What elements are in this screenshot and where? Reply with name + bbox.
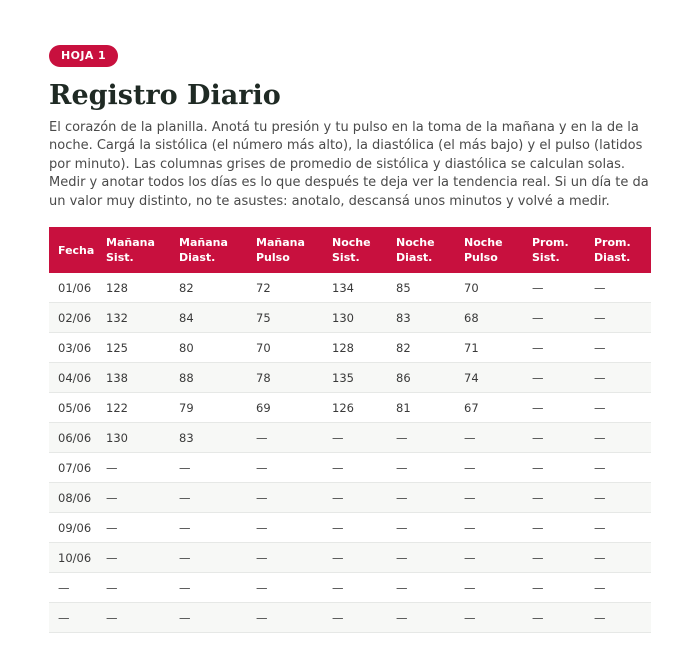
value-cell[interactable]: 84 (170, 303, 247, 333)
value-cell[interactable]: — (170, 483, 247, 513)
value-cell[interactable]: — (455, 423, 523, 453)
value-cell[interactable]: — (247, 573, 323, 603)
value-cell[interactable]: 130 (97, 423, 170, 453)
column-header (455, 227, 523, 273)
value-cell[interactable]: — (387, 573, 455, 603)
value-cell[interactable]: — (585, 453, 651, 483)
date-cell[interactable]: 02/06 (49, 303, 97, 333)
value-cell[interactable]: — (97, 453, 170, 483)
value-cell[interactable]: — (455, 483, 523, 513)
value-cell[interactable]: — (323, 603, 387, 633)
value-cell[interactable]: — (323, 453, 387, 483)
value-cell[interactable]: — (523, 273, 585, 303)
date-cell[interactable]: 01/06 (49, 273, 97, 303)
value-cell[interactable]: — (170, 573, 247, 603)
value-cell[interactable]: 135 (323, 363, 387, 393)
value-cell[interactable]: 78 (247, 363, 323, 393)
value-cell[interactable]: — (585, 333, 651, 363)
value-cell[interactable]: — (455, 543, 523, 573)
value-cell[interactable]: — (247, 513, 323, 543)
date-cell[interactable]: 06/06 (49, 423, 97, 453)
value-cell[interactable]: 82 (387, 333, 455, 363)
column-header (170, 227, 247, 273)
value-cell[interactable]: 83 (170, 423, 247, 453)
table-row (49, 363, 651, 393)
column-header (387, 227, 455, 273)
value-cell[interactable]: — (97, 543, 170, 573)
value-cell[interactable]: — (387, 603, 455, 633)
date-cell[interactable]: 04/06 (49, 363, 97, 393)
column-header (49, 227, 97, 273)
value-cell[interactable]: 80 (170, 333, 247, 363)
value-cell[interactable]: — (455, 513, 523, 543)
value-cell[interactable]: — (523, 573, 585, 603)
value-cell[interactable]: — (170, 603, 247, 633)
column-header (97, 227, 170, 273)
value-cell[interactable]: — (585, 573, 651, 603)
page-title: Registro Diario (49, 80, 281, 111)
column-header-label: Mañana (179, 236, 228, 250)
table-row (49, 453, 651, 483)
date-cell[interactable]: — (49, 573, 97, 603)
column-header (323, 227, 387, 273)
value-cell[interactable]: 82 (170, 273, 247, 303)
value-cell[interactable]: — (387, 483, 455, 513)
table-row (49, 603, 651, 633)
value-cell[interactable]: — (585, 603, 651, 633)
column-header-label: Diast. (594, 251, 631, 265)
column-header-label: Noche (332, 236, 371, 250)
sheet-badge: HOJA 1 (49, 45, 118, 67)
table-row (49, 333, 651, 363)
column-header-label: Prom. (594, 236, 631, 250)
value-cell[interactable]: — (523, 543, 585, 573)
value-cell[interactable]: — (523, 453, 585, 483)
value-cell[interactable]: — (247, 453, 323, 483)
column-header-label: Pulso (256, 251, 290, 265)
value-cell[interactable]: — (523, 303, 585, 333)
table-row (49, 273, 651, 303)
value-cell[interactable]: 72 (247, 273, 323, 303)
value-cell[interactable]: 86 (387, 363, 455, 393)
value-cell[interactable]: 79 (170, 393, 247, 423)
column-header-label: Diast. (179, 251, 216, 265)
value-cell[interactable]: 81 (387, 393, 455, 423)
column-header-label: Sist. (532, 251, 560, 265)
value-cell[interactable]: — (247, 543, 323, 573)
table-row (49, 483, 651, 513)
value-cell[interactable]: — (387, 453, 455, 483)
value-cell[interactable]: 85 (387, 273, 455, 303)
value-cell[interactable]: 130 (323, 303, 387, 333)
value-cell[interactable]: — (97, 603, 170, 633)
value-cell[interactable]: — (97, 573, 170, 603)
value-cell[interactable]: — (455, 453, 523, 483)
column-header-label: Diast. (396, 251, 433, 265)
value-cell[interactable]: — (585, 363, 651, 393)
value-cell[interactable]: 128 (323, 333, 387, 363)
value-cell[interactable]: — (585, 543, 651, 573)
value-cell[interactable]: — (585, 513, 651, 543)
value-cell[interactable]: 74 (455, 363, 523, 393)
value-cell[interactable]: — (97, 483, 170, 513)
column-header-label: Pulso (464, 251, 498, 265)
date-cell[interactable]: — (49, 603, 97, 633)
value-cell[interactable]: — (387, 513, 455, 543)
value-cell[interactable]: 126 (323, 393, 387, 423)
value-cell[interactable]: — (523, 363, 585, 393)
value-cell[interactable]: — (585, 273, 651, 303)
column-header-label: Noche (396, 236, 435, 250)
column-header (247, 227, 323, 273)
column-header-label: Mañana (256, 236, 305, 250)
value-cell[interactable]: 122 (97, 393, 170, 423)
column-header-label: Sist. (106, 251, 134, 265)
value-cell[interactable]: — (247, 483, 323, 513)
value-cell[interactable]: — (585, 393, 651, 423)
column-header-label: Prom. (532, 236, 569, 250)
table-row (49, 423, 651, 453)
header-row (49, 227, 651, 273)
value-cell[interactable]: — (323, 483, 387, 513)
date-cell[interactable]: 10/06 (49, 543, 97, 573)
value-cell[interactable]: — (523, 393, 585, 423)
value-cell[interactable]: 132 (97, 303, 170, 333)
value-cell[interactable]: — (97, 513, 170, 543)
value-cell[interactable]: 88 (170, 363, 247, 393)
value-cell[interactable]: 138 (97, 363, 170, 393)
daily-log-table (49, 227, 651, 633)
date-cell[interactable]: 09/06 (49, 513, 97, 543)
table-row (49, 393, 651, 423)
date-cell[interactable]: 05/06 (49, 393, 97, 423)
intro-paragraph: El corazón de la planilla. Anotá tu presión y tu pulso en la toma de la mañana y en la de la noche. Cargá la sistólica (el número más alto), la diastólica (el más bajo) y el pulso (latidos por minuto). Las columnas grises de promedio de sistólica y diastólica se calculan solas. Medir y anotar todos los días es lo que después te deja ver la tendencia real. Si un día te da un valor muy distinto, no te asustes: anotalo, descansá unos minutos y volvé a medir. (49, 120, 649, 209)
date-cell[interactable]: 08/06 (49, 483, 97, 513)
value-cell[interactable]: — (455, 573, 523, 603)
value-cell[interactable]: 83 (387, 303, 455, 333)
value-cell[interactable]: 71 (455, 333, 523, 363)
sheet (49, 44, 651, 633)
value-cell[interactable]: — (387, 543, 455, 573)
value-cell[interactable]: 68 (455, 303, 523, 333)
value-cell[interactable]: — (170, 453, 247, 483)
value-cell[interactable]: — (523, 603, 585, 633)
value-cell[interactable]: 70 (455, 273, 523, 303)
value-cell[interactable]: — (523, 483, 585, 513)
column-header-label: Mañana (106, 236, 155, 250)
value-cell[interactable]: 67 (455, 393, 523, 423)
value-cell[interactable]: 125 (97, 333, 170, 363)
value-cell[interactable]: — (170, 513, 247, 543)
value-cell[interactable]: 134 (323, 273, 387, 303)
value-cell[interactable]: — (585, 423, 651, 453)
table-row (49, 513, 651, 543)
table-body (49, 273, 651, 633)
value-cell[interactable]: — (247, 423, 323, 453)
value-cell[interactable]: — (170, 543, 247, 573)
table-row (49, 543, 651, 573)
value-cell[interactable]: — (323, 513, 387, 543)
table-header (49, 227, 651, 273)
value-cell[interactable]: — (585, 303, 651, 333)
column-header-label: Noche (464, 236, 503, 250)
value-cell[interactable]: — (455, 603, 523, 633)
value-cell[interactable]: — (247, 603, 323, 633)
column-header-label: Sist. (332, 251, 360, 265)
value-cell[interactable]: — (323, 543, 387, 573)
table-row (49, 573, 651, 603)
value-cell[interactable]: — (523, 513, 585, 543)
value-cell[interactable]: 128 (97, 273, 170, 303)
date-cell[interactable]: 07/06 (49, 453, 97, 483)
column-header (523, 227, 585, 273)
value-cell[interactable]: — (523, 423, 585, 453)
value-cell[interactable]: — (585, 483, 651, 513)
column-header-label: Fecha (58, 243, 95, 257)
column-header (585, 227, 651, 273)
value-cell[interactable]: 75 (247, 303, 323, 333)
value-cell[interactable]: — (323, 573, 387, 603)
value-cell[interactable]: — (523, 333, 585, 363)
value-cell[interactable]: — (323, 423, 387, 453)
date-cell[interactable]: 03/06 (49, 333, 97, 363)
value-cell[interactable]: 69 (247, 393, 323, 423)
table-row (49, 303, 651, 333)
value-cell[interactable]: 70 (247, 333, 323, 363)
value-cell[interactable]: — (387, 423, 455, 453)
